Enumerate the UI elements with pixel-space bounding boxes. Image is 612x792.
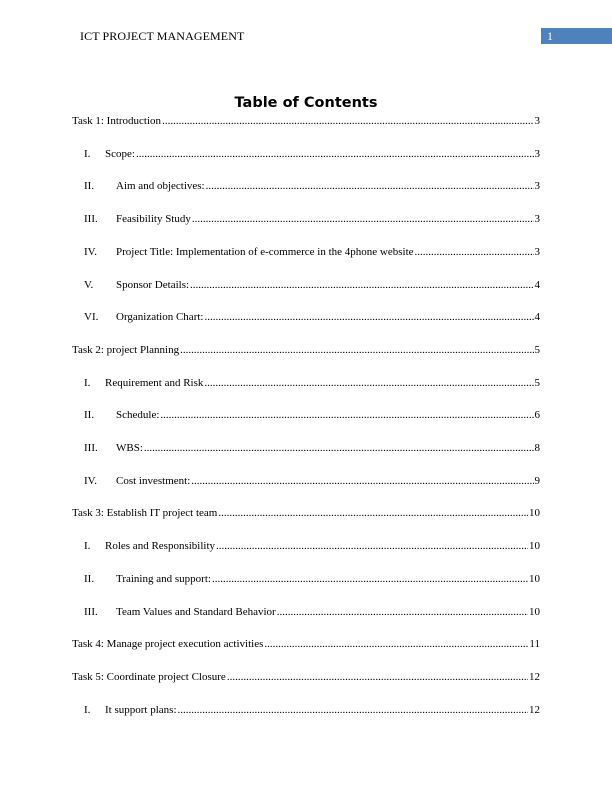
toc-entry-wbs[interactable]	[84, 441, 540, 455]
toc-entry-label: Organization Chart:	[116, 311, 204, 324]
toc-entry-label: Cost investment:	[116, 474, 191, 487]
toc-entry-page: 5	[534, 343, 540, 356]
toc-entry-numeral: V.	[84, 278, 94, 291]
dot-leader	[160, 408, 533, 422]
toc-entry-label: It support plans:	[105, 703, 177, 716]
toc-entry-label: Task 1: Introduction	[72, 115, 162, 127]
toc-entry-page: 11	[529, 638, 540, 651]
toc-entry-label: Training and support:	[116, 572, 211, 585]
toc-entry-page: 3	[534, 147, 540, 160]
dot-leader	[216, 539, 528, 553]
toc-entry-project-title[interactable]	[84, 245, 540, 259]
toc-entry-numeral: II.	[84, 572, 95, 585]
toc-entry-label: Schedule:	[116, 409, 160, 422]
page-number: 1	[547, 29, 553, 43]
toc-entry-cost-investment[interactable]	[84, 474, 540, 488]
toc-entry-requirement-risk[interactable]	[84, 376, 540, 390]
running-header-title: ICT PROJECT MANAGEMENT	[80, 29, 245, 43]
toc-heading: Table of Contents	[234, 95, 378, 111]
toc-entry-label: Scope:	[105, 147, 135, 160]
toc-entry-numeral: I.	[84, 147, 91, 160]
toc-entry-task-1[interactable]	[72, 114, 540, 128]
toc-entry-page: 3	[534, 245, 540, 258]
toc-entry-page: 12	[529, 703, 540, 716]
toc-entry-organization-chart[interactable]	[84, 310, 540, 324]
toc-entry-task-2[interactable]	[72, 343, 540, 357]
dot-leader	[180, 343, 533, 357]
toc-entry-page: 10	[529, 605, 540, 618]
toc-entry-scope[interactable]	[84, 147, 540, 161]
toc-entry-numeral: IV.	[84, 474, 97, 487]
toc-entry-label: Task 4: Manage project execution activities	[72, 638, 264, 651]
dot-leader	[206, 179, 534, 193]
toc-entry-page: 8	[534, 442, 540, 454]
dot-leader	[227, 670, 528, 684]
toc-entry-it-support-plans[interactable]	[84, 703, 540, 717]
toc-entry-roles-responsibility[interactable]	[84, 539, 540, 553]
toc-entry-numeral: II.	[84, 180, 95, 193]
toc-entry-numeral: IV.	[84, 245, 97, 258]
dot-leader	[415, 245, 534, 259]
toc-entry-team-values[interactable]	[84, 605, 540, 619]
toc-entry-label: Team Values and Standard Behavior	[116, 605, 276, 618]
toc-entry-label: Aim and objectives:	[116, 180, 205, 193]
dot-leader	[136, 147, 534, 161]
toc-entry-aim-objectives[interactable]	[84, 179, 540, 193]
dot-leader	[212, 572, 528, 586]
toc-entry-numeral: III.	[84, 605, 98, 618]
toc-entry-page: 10	[529, 507, 540, 520]
dot-leader	[264, 637, 528, 651]
toc-entry-sponsor-details[interactable]	[84, 278, 540, 292]
toc-entry-page: 3	[534, 115, 540, 127]
dot-leader	[178, 703, 529, 717]
toc-entry-numeral: VI.	[84, 311, 99, 324]
toc-entry-task-5[interactable]	[72, 670, 540, 684]
toc-entry-numeral: III.	[84, 213, 98, 226]
dot-leader	[204, 310, 533, 324]
toc-entry-schedule[interactable]	[84, 408, 540, 422]
toc-entry-training-support[interactable]	[84, 572, 540, 586]
toc-entry-label: Task 3: Establish IT project team	[72, 507, 218, 520]
toc-entry-page: 5	[534, 376, 540, 389]
toc-entry-label: Task 2: project Planning	[72, 343, 180, 356]
toc-entry-page: 3	[534, 180, 540, 193]
toc-entry-page: 10	[529, 572, 540, 585]
toc-entry-numeral: I.	[84, 540, 91, 553]
toc-entry-label: Roles and Responsibility	[105, 540, 215, 553]
dot-leader	[204, 376, 533, 390]
toc-entry-page: 9	[534, 474, 540, 487]
toc-entry-page: 6	[534, 409, 540, 422]
toc-entry-page: 4	[534, 278, 540, 291]
toc-entry-numeral: I.	[84, 376, 91, 389]
toc-entry-label: Project Title: Implementation of e-commerce in the 4phone website	[116, 245, 414, 258]
toc-entry-label: WBS:	[116, 442, 143, 454]
dot-leader	[190, 278, 533, 292]
toc-entry-label: Requirement and Risk	[105, 376, 204, 389]
toc-entry-page: 4	[534, 311, 540, 324]
toc-entry-numeral: II.	[84, 409, 95, 422]
toc-entry-label: Sponsor Details:	[116, 278, 190, 291]
toc-entry-task-3[interactable]	[72, 506, 540, 520]
toc-entry-numeral: III.	[84, 442, 98, 454]
dot-leader	[277, 605, 528, 619]
dot-leader	[144, 441, 534, 455]
toc-entry-page: 3	[534, 213, 540, 226]
toc-entry-label: Feasibility Study	[116, 213, 191, 226]
dot-leader	[191, 474, 533, 488]
toc-entry-page: 10	[529, 540, 540, 553]
dot-leader	[218, 506, 528, 520]
dot-leader	[192, 212, 534, 226]
toc-entry-page: 12	[529, 670, 540, 683]
toc-entry-task-4[interactable]	[72, 637, 540, 651]
toc-entry-label: Task 5: Coordinate project Closure	[72, 670, 226, 683]
dot-leader	[162, 114, 533, 128]
toc-entry-numeral: I.	[84, 703, 91, 716]
toc-entry-feasibility-study[interactable]	[84, 212, 540, 226]
